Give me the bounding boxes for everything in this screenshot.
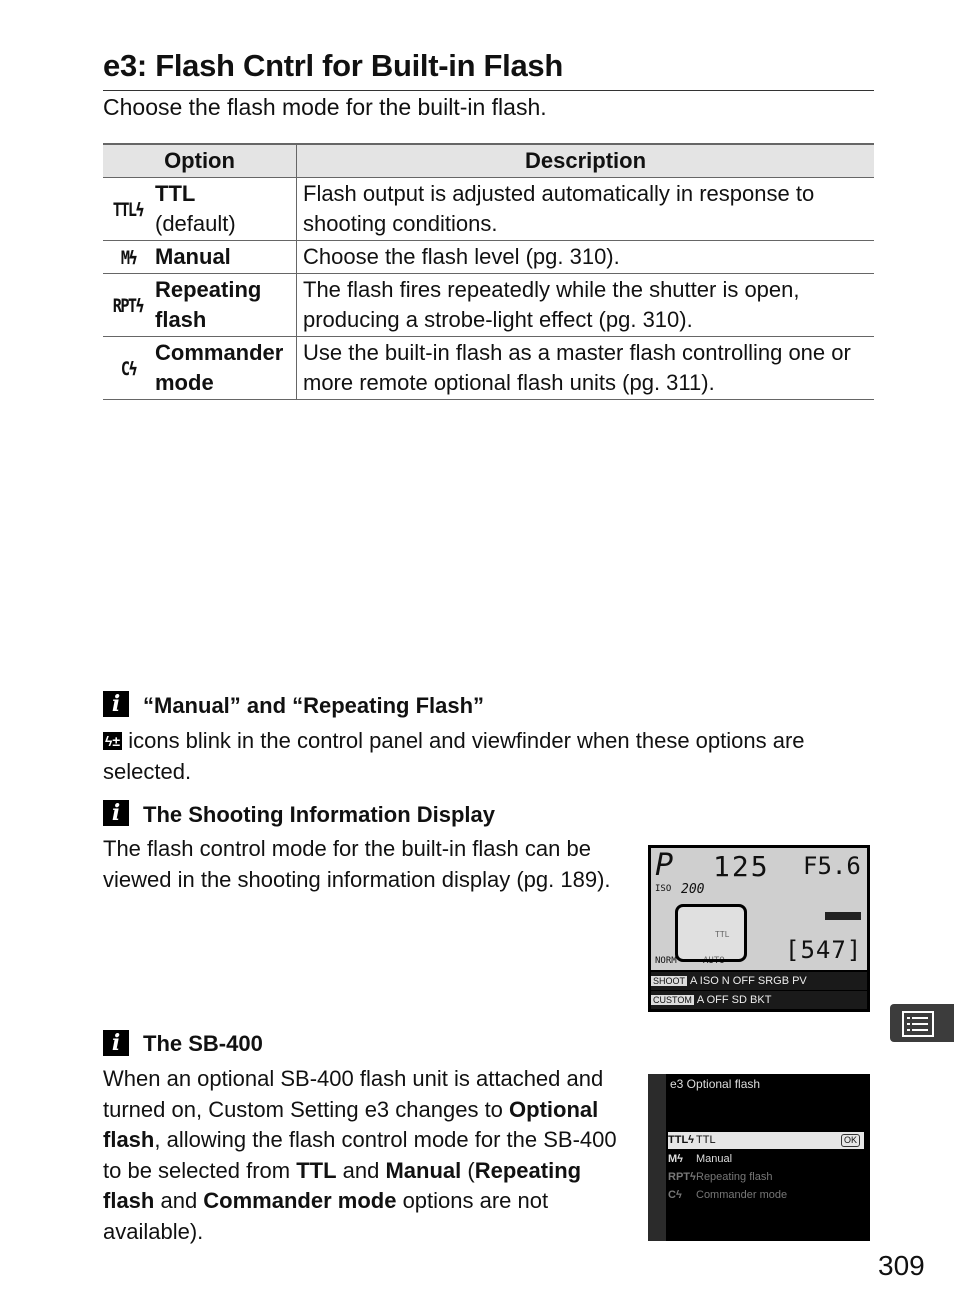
table-row [103, 337, 874, 400]
note-body: When an optional SB-400 flash unit is attached and turned on, Custom Setting e3 changes to Optional flash, allowing the flash control mode for the SB-400 to be selected from TTL and Manual (Repeating flash and Commander mode options are not available). [103, 1066, 617, 1244]
menu-sidebar [648, 1074, 666, 1241]
table-row [103, 274, 874, 337]
shooting-menu-strip: SHOOT A ISO N OFF SRGB PV [651, 972, 867, 990]
menu-item-repeating-flash: RPTϟRepeating flash [668, 1171, 773, 1183]
option-name: TTL [155, 181, 196, 206]
note-heading: The SB-400 [143, 1031, 263, 1056]
flash-mode-readout: TTL [715, 930, 730, 939]
option-name: Manual [155, 244, 231, 269]
table-header-row [103, 144, 874, 178]
options-table [103, 143, 874, 400]
battery-icon [825, 912, 861, 920]
flash-mode-highlight [675, 904, 747, 962]
section-tab [890, 1004, 954, 1042]
table-row [103, 241, 874, 274]
option-name: Commander mode [155, 340, 284, 395]
manual-flash-icon: Mϟ [103, 241, 153, 274]
description-column-header: Description [297, 144, 875, 178]
option-default-label: (default) [155, 211, 236, 236]
note-icon: i [103, 691, 129, 717]
note-icon: i [103, 800, 129, 826]
note-body: The flash control mode for the built-in flash can be viewed in the shooting information display (pg. 189). [103, 836, 611, 892]
option-description: Use the built-in flash as a master flash controlling one or more remote optional flash units (pg. 311). [297, 337, 875, 400]
page-number: 309 [878, 1250, 925, 1281]
note-heading: The Shooting Information Display [143, 802, 495, 827]
intro-text: Choose the flash mode for the built-in flash. [103, 94, 547, 120]
note-body: ϟ± icons blink in the control panel and viewfinder when these options are selected. [103, 728, 805, 784]
frames-remaining: [547] [785, 936, 863, 964]
page-title: e3: Flash Cntrl for Built-in Flash [103, 48, 563, 83]
menu-title: e3 Optional flash [670, 1077, 761, 1091]
menu-list-icon [902, 1011, 934, 1037]
image-quality: NORM [655, 956, 677, 966]
white-balance: AUTO [703, 956, 725, 966]
iso-value: 200 [681, 882, 705, 897]
option-column-header: Option [103, 144, 297, 178]
aperture: F5.6 [803, 852, 861, 880]
option-description: Choose the flash level (pg. 310). [297, 241, 875, 274]
option-description: The flash fires repeatedly while the shutter is open, producing a strobe-light effect (pg. 310). [297, 274, 875, 337]
repeating-flash-icon: RPTϟ [103, 274, 153, 337]
optional-flash-menu-image [648, 1074, 870, 1241]
custom-menu-strip: CUSTOM A OFF SD BKT [651, 991, 867, 1009]
option-description: Flash output is adjusted automatically in response to shooting conditions. [297, 178, 875, 241]
shutter-speed: 125 [713, 850, 770, 883]
menu-item-manual: Mϟ Manual [668, 1153, 733, 1165]
option-name: Repeating flash [155, 277, 262, 332]
title-divider [103, 90, 874, 91]
ttl-flash-icon: TTLϟ [103, 178, 153, 241]
shooting-info-display-image [648, 845, 870, 1012]
note-heading: “Manual” and “Repeating Flash” [143, 693, 485, 718]
ok-icon: OK [841, 1134, 860, 1147]
commander-flash-icon: Cϟ [103, 337, 153, 400]
menu-item-ttl: TTLϟ TTL OK [668, 1132, 864, 1149]
iso-label: ISO [655, 884, 672, 894]
table-row [103, 178, 874, 241]
note-icon: i [103, 1030, 129, 1056]
menu-item-commander-mode: Cϟ Commander mode [668, 1189, 788, 1201]
exposure-mode: P [655, 848, 674, 883]
flash-compensation-icon: ϟ± [105, 733, 121, 749]
